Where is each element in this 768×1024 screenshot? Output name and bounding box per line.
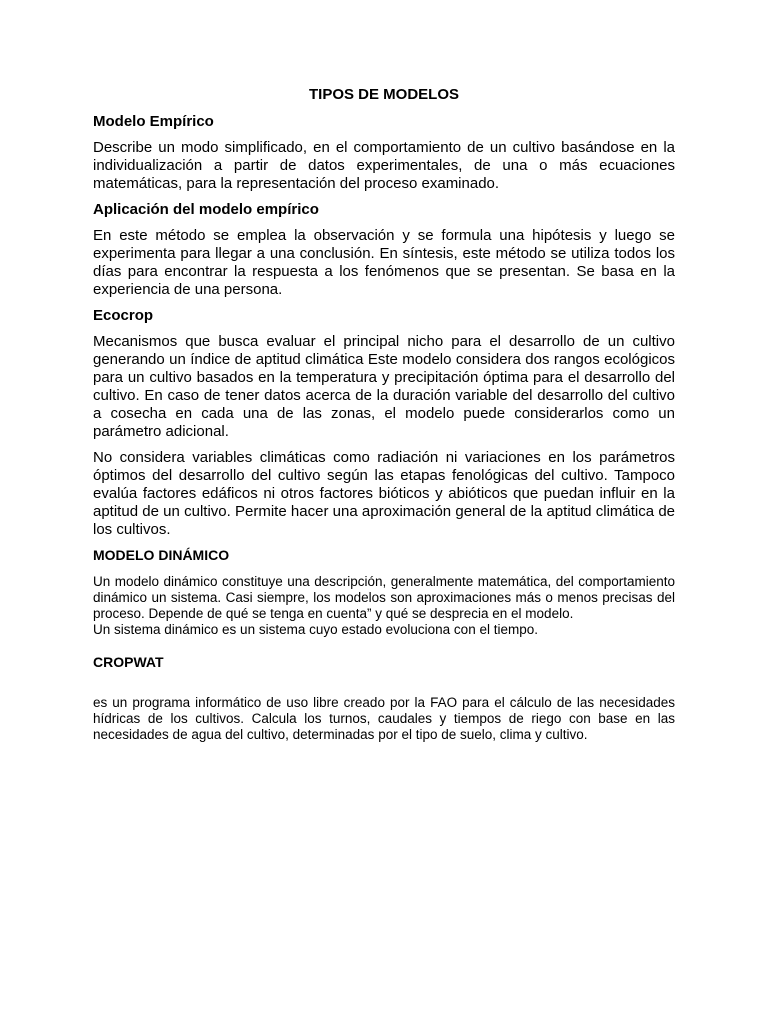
section-heading-cropwat: CROPWAT: [93, 654, 164, 670]
section-heading-ecocrop: Ecocrop: [93, 307, 154, 324]
section-heading-aplicacion: Aplicación del modelo empírico: [93, 201, 319, 218]
spacer: [93, 681, 675, 695]
spacer: [93, 638, 675, 654]
document-title: TIPOS DE MODELOS: [308, 86, 459, 103]
section-paragraph: No considera variables climáticas como radiación ni variaciones en los parámetros óptimos del desarrollo del cultivo según las etapas fenológicas del cultivo. Tampoco evalúa factores edáficos ni otros factores bióticos y abióticos que puedan influir en la aptitud de un cultivo. Permite hacer una aproximación general de la aptitud climática de los cultivos.: [93, 449, 675, 538]
document-page: [93, 86, 675, 743]
section-paragraph: Un modelo dinámico constituye una descripción, generalmente matemática, del comportamiento dinámico un sistema. Casi siempre, los modelos son aproximaciones más o menos precisas del proceso. Depende de qué se tenga en cuenta” y qué se desprecia en el modelo.: [93, 574, 675, 621]
section-paragraph: En este método se emplea la observación y se formula una hipótesis y luego se experimenta para llegar a una conclusión. En síntesis, este método se utiliza todos los días para encontrar la respuesta a los fenómenos que se presentan. Se basa en la experiencia de una persona.: [93, 227, 675, 298]
section-heading-modelo-dinamico: MODELO DINÁMICO: [93, 547, 230, 563]
section-paragraph: Describe un modo simplificado, en el comportamiento de un cultivo basándose en la individualización a partir de datos experimentales, de una o más ecuaciones matemáticas, para la representación del proceso examinado.: [93, 139, 675, 192]
section-paragraph: Mecanismos que busca evaluar el principal nicho para el desarrollo de un cultivo generando un índice de aptitud climática Este modelo considera dos rangos ecológicos para un cultivo basados en la temperatura y precipitación óptima para el desarrollo del cultivo. En caso de tener datos acerca de la duración variable del desarrollo del cultivo a cosecha en cada una de las zonas, el modelo puede considerarlos como un parámetro adicional.: [93, 333, 675, 440]
section-heading-modelo-empirico: Modelo Empírico: [93, 113, 214, 130]
section-paragraph: Un sistema dinámico es un sistema cuyo estado evoluciona con el tiempo.: [93, 622, 538, 637]
section-paragraph: es un programa informático de uso libre creado por la FAO para el cálculo de las necesidades hídricas de los cultivos. Calcula los turnos, caudales y tiempos de riego con base en las necesidades de agua del cultivo, determinadas por el tipo de suelo, clima y cultivo.: [93, 695, 675, 742]
